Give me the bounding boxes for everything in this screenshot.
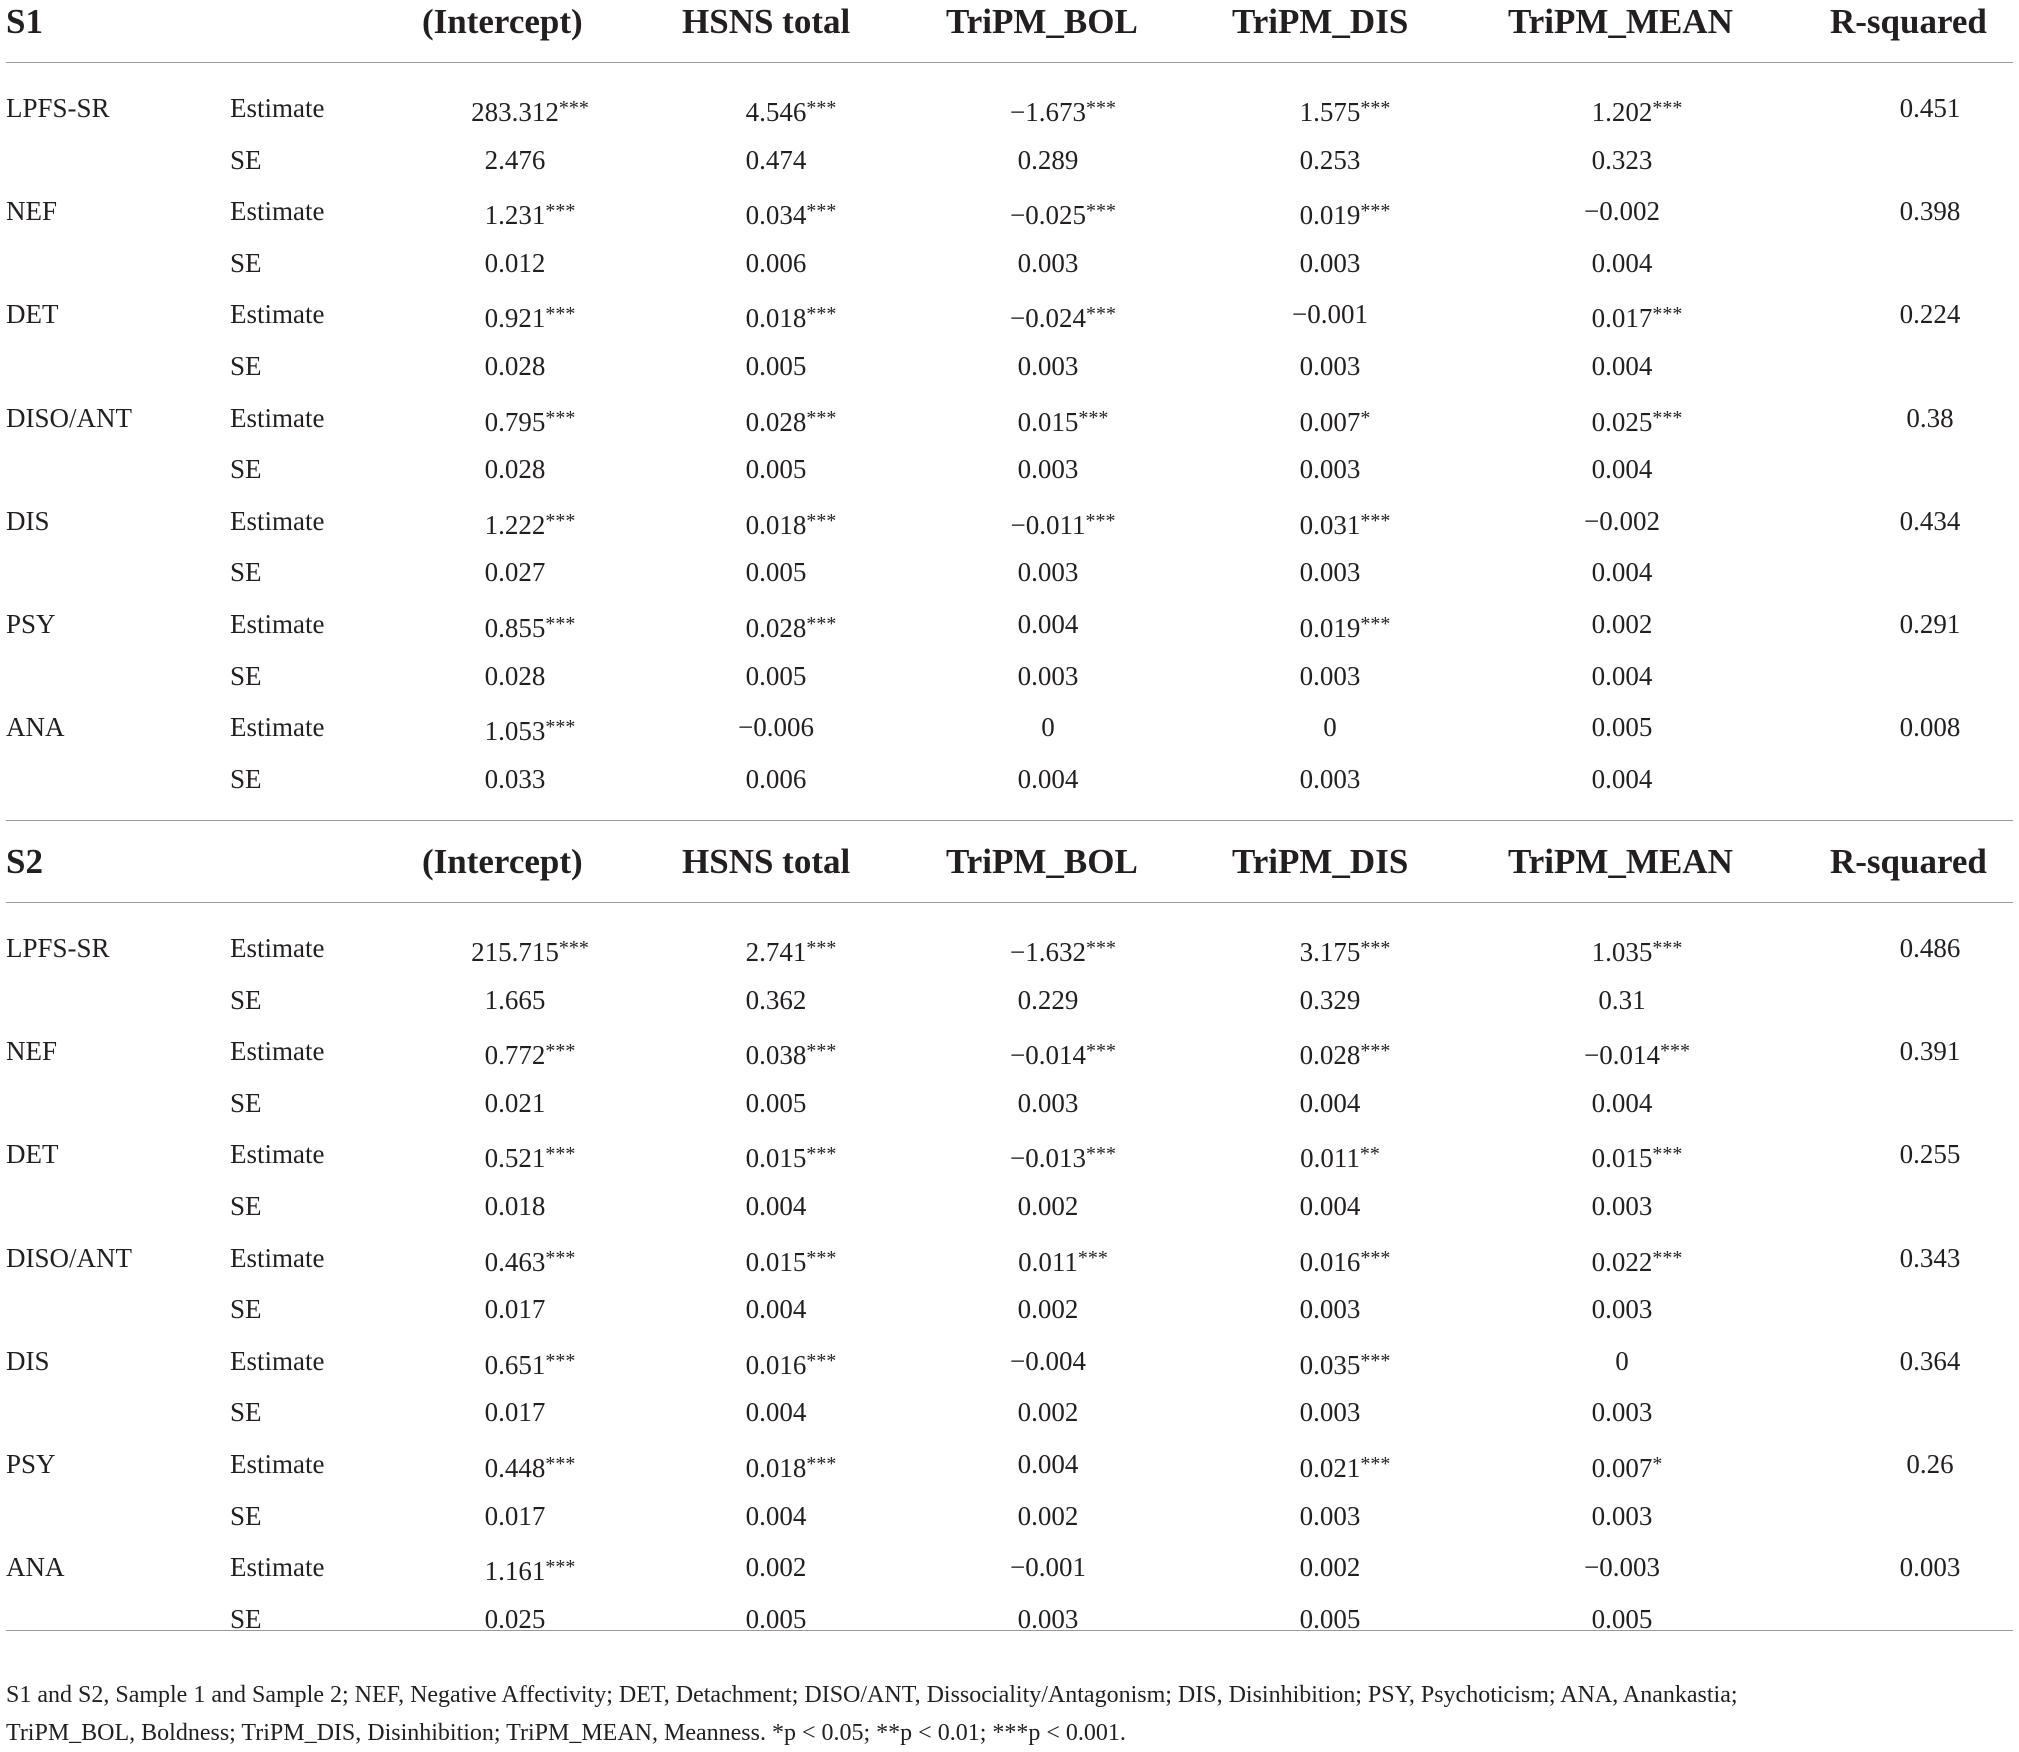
table-cell: 0.398 [1899,196,1961,227]
row-label: DET [6,299,59,330]
table-cell: 1.053*** [484,716,576,747]
table-cell: 215.715*** [471,937,589,967]
stat-type: SE [230,1294,262,1325]
table-cell: 0.004 [1017,1449,1079,1479]
table-cell: 0 [1041,712,1055,743]
stat-type: Estimate [230,196,325,227]
stat-type: SE [230,557,262,588]
table-row [0,606,2019,658]
table-row [0,1136,2019,1188]
table-cell: 0.323 [1591,144,1653,175]
column-header: (Intercept) [422,2,583,41]
table-cell: −0.024*** [1010,303,1116,334]
table-cell: 1.222*** [484,509,576,540]
row-label: PSY [6,1449,56,1479]
table-cell: 0.021 [484,1087,546,1118]
table-cell: 0.448*** [484,1453,576,1483]
row-label: LPFS-SR [6,93,110,123]
table-cell: 0.329 [1299,984,1361,1015]
table-cell: 0.004 [1299,1191,1361,1221]
stat-type: Estimate [230,299,325,330]
stat-type: SE [230,1191,262,1221]
table-row [0,1549,2019,1601]
table-cell: 0.005 [1591,1603,1653,1634]
table-row [0,1240,2019,1292]
table-row [0,1498,2019,1550]
table-row [0,982,2019,1034]
table-cell: 0.26 [1906,1449,1954,1479]
table-cell: 0.002 [1017,1191,1079,1221]
table-cell: 0.005 [745,660,807,691]
significance-note: *p < 0.05; [771,1720,871,1746]
table-cell: 0.002 [1017,1397,1079,1428]
table-cell: 0.018*** [745,509,837,540]
table-cell: 0.004 [1591,454,1653,485]
table-cell: 0.015*** [745,1246,837,1277]
stat-type: SE [230,660,262,691]
table-cell: 0.451 [1899,93,1961,123]
table-cell: 0.028*** [745,613,837,643]
section-header [0,2,2019,62]
table-cell: 0.002 [1591,609,1653,639]
table-cell: 0.486 [1899,933,1961,963]
table-cell: 0.021*** [1299,1453,1391,1483]
table-cell: 0.004 [745,1294,807,1325]
stat-type: Estimate [230,1449,325,1479]
table-cell: 0.003 [1299,247,1361,278]
table-cell: 0.019*** [1299,613,1391,643]
table-cell: 0.343 [1899,1242,1961,1273]
table-row [0,296,2019,348]
table-cell: 0.018*** [745,1453,837,1483]
table-cell: 0.033 [484,763,546,794]
table-cell: 0.017 [484,1500,546,1531]
table-cell: 0.007* [1591,1453,1663,1483]
table-cell: 0.004 [1017,763,1079,794]
table-cell: 1.665 [484,984,546,1015]
table-cell: 0.012 [484,247,546,278]
table-cell: 0.015*** [1017,406,1109,437]
table-cell: 0.004 [745,1500,807,1531]
table-cell: −1.632*** [1010,937,1116,967]
table-cell: 0.005 [1299,1603,1361,1634]
table-row [0,1085,2019,1137]
table-row [0,400,2019,452]
table-cell: 0.018*** [745,303,837,334]
table-cell: 0.007* [1299,406,1371,437]
table-cell: 0.028 [484,660,546,691]
table-cell: 0.362 [745,984,807,1015]
table-cell: 0.003 [1899,1552,1961,1583]
footer-rule [6,1630,2013,1631]
table-cell: 0.028 [484,454,546,485]
table-cell: 0.003 [1299,660,1361,691]
table-cell: 0.004 [1591,1087,1653,1118]
table-cell: 0.255 [1899,1139,1961,1170]
table-cell: 0.004 [1299,1087,1361,1118]
table-cell: 0.003 [1017,454,1079,485]
row-label: PSY [6,609,56,639]
table-cell: 0.005 [1591,712,1653,743]
table-cell: −0.002 [1584,505,1660,536]
table-cell: 0.003 [1017,247,1079,278]
table-cell: −0.002 [1584,196,1660,227]
table-cell: 0.364 [1899,1345,1961,1376]
table-cell: 0.004 [745,1191,807,1221]
section-header [0,842,2019,902]
stat-type: SE [230,247,262,278]
table-cell: 0.017*** [1591,303,1683,334]
table-cell: 0.016*** [1299,1246,1391,1277]
table-cell: 0.028*** [1299,1040,1391,1071]
table-cell: 0.003 [1017,351,1079,381]
table-cell: 0.002 [1017,1500,1079,1531]
table-cell: 0.004 [1591,247,1653,278]
table-cell: 0.291 [1899,609,1961,639]
table-cell: 0.003 [1299,1500,1361,1531]
table-cell: 0.003 [1299,763,1361,794]
table-row [0,930,2019,982]
table-cell: 1.161*** [484,1556,576,1587]
table-cell: 2.476 [484,144,546,175]
row-label: ANA [6,1552,65,1583]
table-cell: 0.018 [484,1191,546,1221]
table-cell: 0.003 [1299,454,1361,485]
table-row [0,193,2019,245]
table-cell: −1.673*** [1010,97,1116,127]
table-cell: 1.035*** [1591,937,1683,967]
table-cell: 0.003 [1591,1191,1653,1221]
column-header: R-squared [1830,2,1987,41]
table-cell: 0.038*** [745,1040,837,1071]
row-label: LPFS-SR [6,933,110,963]
stat-type: Estimate [230,1345,325,1376]
table-cell: 0 [1615,1345,1629,1376]
footnote-line [6,1714,2011,1752]
footnote-line: S1 and S2, Sample 1 and Sample 2; NEF, Negative Affectivity; DET, Detachment; DISO/ANT, Dissociality/Antagonism; DIS, Disinhibition; PSY, Psychoticism; ANA, Anankastia; [6,1682,1738,1708]
table-cell: 0.004 [1017,609,1079,639]
table-row [0,90,2019,142]
table-cell: 0.772*** [484,1040,576,1071]
table-cell: 0.31 [1598,984,1646,1015]
significance-note: ***p < 0.001. [992,1720,1126,1746]
significance-note: **p < 0.01; [876,1720,987,1746]
table-cell: 0.022*** [1591,1246,1683,1277]
table-cell: −0.006 [738,712,814,743]
table-cell: 0.015*** [745,1143,837,1174]
table-cell: −0.003 [1584,1552,1660,1583]
column-header: TriPM_BOL [946,2,1138,41]
table-row [0,554,2019,606]
column-header: TriPM_BOL [946,842,1138,881]
stat-type: Estimate [230,1242,325,1273]
table-cell: 0.003 [1591,1397,1653,1428]
table-cell: 2.741*** [745,937,837,967]
table-row [0,1188,2019,1240]
table-cell: 0.005 [745,454,807,485]
row-label: NEF [6,196,58,227]
table-cell: 0.015*** [1591,1143,1683,1174]
stat-type: SE [230,1603,262,1634]
table-cell: −0.001 [1292,299,1368,330]
table-cell: 0.008 [1899,712,1961,743]
stat-type: Estimate [230,1552,325,1583]
row-label: DISO/ANT [6,402,132,433]
table-cell: 0.003 [1017,1087,1079,1118]
row-label: DIS [6,1345,50,1376]
table-cell: −0.001 [1010,1552,1086,1583]
stat-type: SE [230,984,262,1015]
stat-type: SE [230,351,262,381]
table-cell: 283.312*** [471,97,589,127]
table-cell: 0.651*** [484,1349,576,1380]
table-cell: 0.003 [1591,1294,1653,1325]
table-cell: 0.004 [1591,557,1653,588]
table-cell: 0 [1323,712,1337,743]
section-name: S1 [6,2,43,41]
table-cell: 0.005 [745,1087,807,1118]
table-row [0,1394,2019,1446]
stat-type: SE [230,763,262,794]
table-row [0,348,2019,400]
table-cell: 0.003 [1299,1397,1361,1428]
row-label: ANA [6,712,65,743]
stat-type: Estimate [230,1139,325,1170]
table-cell: 0.253 [1299,144,1361,175]
table-cell: 0.463*** [484,1246,576,1277]
table-cell: −0.013*** [1010,1143,1116,1174]
table-row [0,1601,2019,1653]
table-row [0,761,2019,813]
table-cell: 0.795*** [484,406,576,437]
table-cell: 1.231*** [484,200,576,231]
table-cell: 0.004 [1591,351,1653,381]
column-header: HSNS total [682,2,851,41]
table-cell: 0.521*** [484,1143,576,1174]
stat-type: Estimate [230,93,325,123]
header-rule [6,62,2013,63]
stat-type: Estimate [230,402,325,433]
table-cell: 0.031*** [1299,509,1391,540]
table-cell: 0.017 [484,1294,546,1325]
table-cell: 0.027 [484,557,546,588]
table-row [0,451,2019,503]
table-cell: 0.004 [1591,660,1653,691]
table-cell: 1.202*** [1591,97,1683,127]
table-cell: 0.003 [1299,351,1361,381]
stat-type: Estimate [230,1036,325,1067]
table-cell: 0.229 [1017,984,1079,1015]
table-cell: 0.002 [1299,1552,1361,1583]
table-row [0,503,2019,555]
table-row [0,142,2019,194]
table-cell: 0.289 [1017,144,1079,175]
table-cell: 0.011** [1300,1143,1380,1174]
table-cell: 0.003 [1017,1603,1079,1634]
stat-type: Estimate [230,505,325,536]
table-row [0,1343,2019,1395]
table-cell: 1.575*** [1299,97,1391,127]
table-row [0,1446,2019,1498]
table-cell: 0.017 [484,1397,546,1428]
row-label: DIS [6,505,50,536]
stat-type: SE [230,144,262,175]
table-cell: 0.003 [1017,660,1079,691]
table-cell: 0.002 [1017,1294,1079,1325]
column-header: HSNS total [682,842,851,881]
table-row [0,1033,2019,1085]
column-header: TriPM_MEAN [1508,2,1733,41]
table-cell: 0.474 [745,144,807,175]
table-cell: −0.014*** [1010,1040,1116,1071]
footnote-abbrev: TriPM_BOL, Boldness; TriPM_DIS, Disinhibition; TriPM_MEAN, Meanness. [6,1720,766,1746]
table-cell: 0.38 [1906,402,1954,433]
table-cell: 0.028 [484,351,546,381]
table-row [0,709,2019,761]
table-cell: 0.016*** [745,1349,837,1380]
table-cell: 0.005 [745,1603,807,1634]
table-cell: 0.004 [1591,763,1653,794]
stat-type: Estimate [230,712,325,743]
column-header: R-squared [1830,842,1987,881]
table-row [0,1291,2019,1343]
table-cell: 0.035*** [1299,1349,1391,1380]
column-header: TriPM_DIS [1232,2,1409,41]
table-cell: 0.034*** [745,200,837,231]
section-divider [6,820,2013,821]
row-label: DET [6,1139,59,1170]
table-cell: 0.011*** [1018,1246,1108,1277]
stat-type: Estimate [230,609,325,639]
table-cell: 0.003 [1299,557,1361,588]
table-cell: 0.434 [1899,505,1961,536]
table-cell: 0.005 [745,557,807,588]
stat-type: Estimate [230,933,325,963]
section-name: S2 [6,842,43,881]
table-cell: −0.014*** [1584,1040,1690,1071]
row-label: DISO/ANT [6,1242,132,1273]
table-cell: 0.006 [745,247,807,278]
table-cell: 0.025*** [1591,406,1683,437]
row-label: NEF [6,1036,58,1067]
stat-type: SE [230,1397,262,1428]
column-header: TriPM_MEAN [1508,842,1733,881]
table-cell: 0.855*** [484,613,576,643]
column-header: (Intercept) [422,842,583,881]
table-cell: −0.011*** [1010,509,1116,540]
table-cell: 0.003 [1299,1294,1361,1325]
table-cell: 0.921*** [484,303,576,334]
table-cell: 0.003 [1591,1500,1653,1531]
stat-type: SE [230,1500,262,1531]
table-cell: −0.004 [1010,1345,1086,1376]
stat-type: SE [230,1087,262,1118]
table-cell: 0.391 [1899,1036,1961,1067]
table-cell: 0.019*** [1299,200,1391,231]
table-cell: 0.006 [745,763,807,794]
table-cell: 0.005 [745,351,807,381]
table-cell: 0.028*** [745,406,837,437]
table-cell: 4.546*** [745,97,837,127]
table-cell: −0.025*** [1010,200,1116,231]
table-row [0,245,2019,297]
column-header: TriPM_DIS [1232,842,1409,881]
table-row [0,658,2019,710]
table-cell: 3.175*** [1299,937,1391,967]
table-cell: 0.003 [1017,557,1079,588]
stat-type: SE [230,454,262,485]
table-cell: 0.224 [1899,299,1961,330]
table-cell: 0.025 [484,1603,546,1634]
table-cell: 0.004 [745,1397,807,1428]
header-rule [6,902,2013,903]
table-cell: 0.002 [745,1552,807,1583]
